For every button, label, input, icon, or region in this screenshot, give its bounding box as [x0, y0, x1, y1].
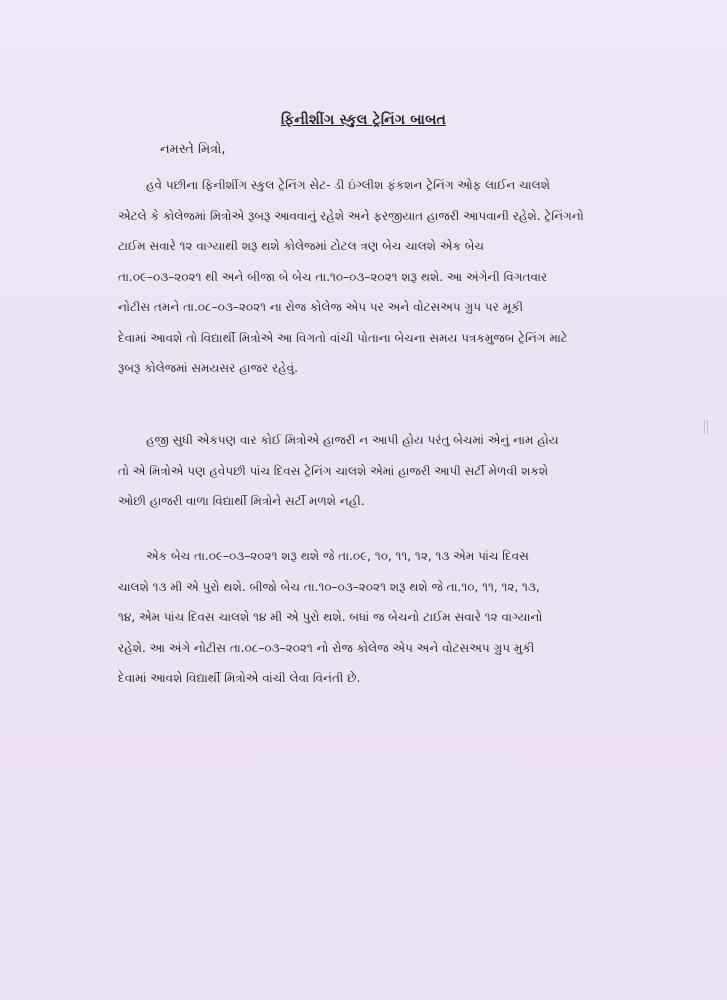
paragraph-line: નોટીસ તમને તા.૦૮–૦૩–૨૦૨૧ ના રોજ કોલેજ એપ પર અને વોટસઅપ ગ્રુપ પર મૂકી: [118, 300, 524, 314]
document-title: ફિનીશીંગ સ્કુલ ટ્રેનિંગ બાબત: [281, 112, 446, 128]
paragraph-line: દેવામાં આવશે તો વિદ્યાર્થી મિત્રોએ આ વિગતો વાંચી પોતાના બેચના સમય પત્રકમુજબ ટ્રેનિંગ માટે: [118, 330, 568, 345]
paragraph-line: એક બેચ તા.૦૯–૦૩–૨૦૨૧ શરૂ થશે જે તા.૦૯, ૧૦, ૧૧, ૧૨, ૧૩ એમ પાંચ દિવસ: [146, 549, 529, 563]
paragraph-line: હજી સુધી એકપણ વાર કોઈ મિત્રોએ હાજરી ન આપી હોય પરંતુ બેચમાં એનું નામ હોય: [146, 433, 559, 447]
paragraph-line: તો એ મિત્રોએ પણ હવેપછી પાંચ દિવસ ટ્રેનિંગ ચાલશે એમાં હાજરી આપી સર્ટી મેળવી શકશે: [118, 463, 549, 478]
paragraph-line: હવે પછીના ફિનીશીંગ સ્કુલ ટ્રેનિંગ સેટ- ડી ઇંગ્લીશ ફંકશન ટ્રેનિંગ ઓફ લાઈન ચાલશે: [146, 178, 550, 192]
paragraph-line: ચાલશે ૧૩ મી એ પુરો થશે. બીજો બેચ તા.૧૦–૦૩–૨૦૨૧ શરૂ થશે જે તા.૧૦, ૧૧, ૧૨, ૧૩,: [118, 579, 540, 594]
scan-margin-mark: [704, 420, 708, 434]
paragraph-1: [118, 170, 618, 384]
paragraph-line: રૂબરૂ કોલેજમાં સમયસર હાજર રહેવું.: [118, 361, 298, 375]
paragraph-line: એટલે કે કોલેજમાં મિત્રોએ રૂબરૂ આવવાનું રહેશે અને ફરજીયાત હાજરી આપવાની રહેશે. ટ્રેનિંગનો: [118, 208, 584, 223]
paragraph-line: ટાઈમ સવારે ૧૨ વાગ્યાથી શરૂ થશે કોલેજમાં ટોટલ ત્રણ બેચ ચાલશે એક બેચ: [118, 239, 485, 253]
paragraph-line: ઓછી હાજરી વાળા વિદ્યાર્થી મિત્રોને સર્ટી મળશે નહી.: [118, 494, 365, 508]
paragraph-3: [118, 541, 618, 694]
paragraph-line: ૧૪, એમ પાંચ દિવસ ચાલશે ૧૪ મી એ પુરો થશે. બધાં જ બેચનો ટાઈમ સવારે ૧૨ વાગ્યાનો: [118, 610, 543, 624]
paragraph-line: તા.૦૯–૦૩–૨૦૨૧ થી અને બીજા બે બેચ તા.૧૦–૦૩–૨૦૨૧ શરૂ થશે. આ અંગેની વિગતવાર: [118, 269, 548, 284]
paragraph-2: [118, 425, 618, 517]
paragraph-line: રહેશે. આ અંગે નોટીસ તા.૦૮–૦૩–૨૦૨૧ નો રોજ કોલેજ એપ અને વોટસઅપ ગ્રુપ મુકી: [118, 640, 535, 655]
greeting: નમસ્તે મિત્રો,: [160, 142, 226, 157]
paragraph-line: દેવામાં આવશે વિદ્યાર્થી મિત્રોએ વાંચી લેવા વિનંતી છે.: [118, 671, 361, 685]
